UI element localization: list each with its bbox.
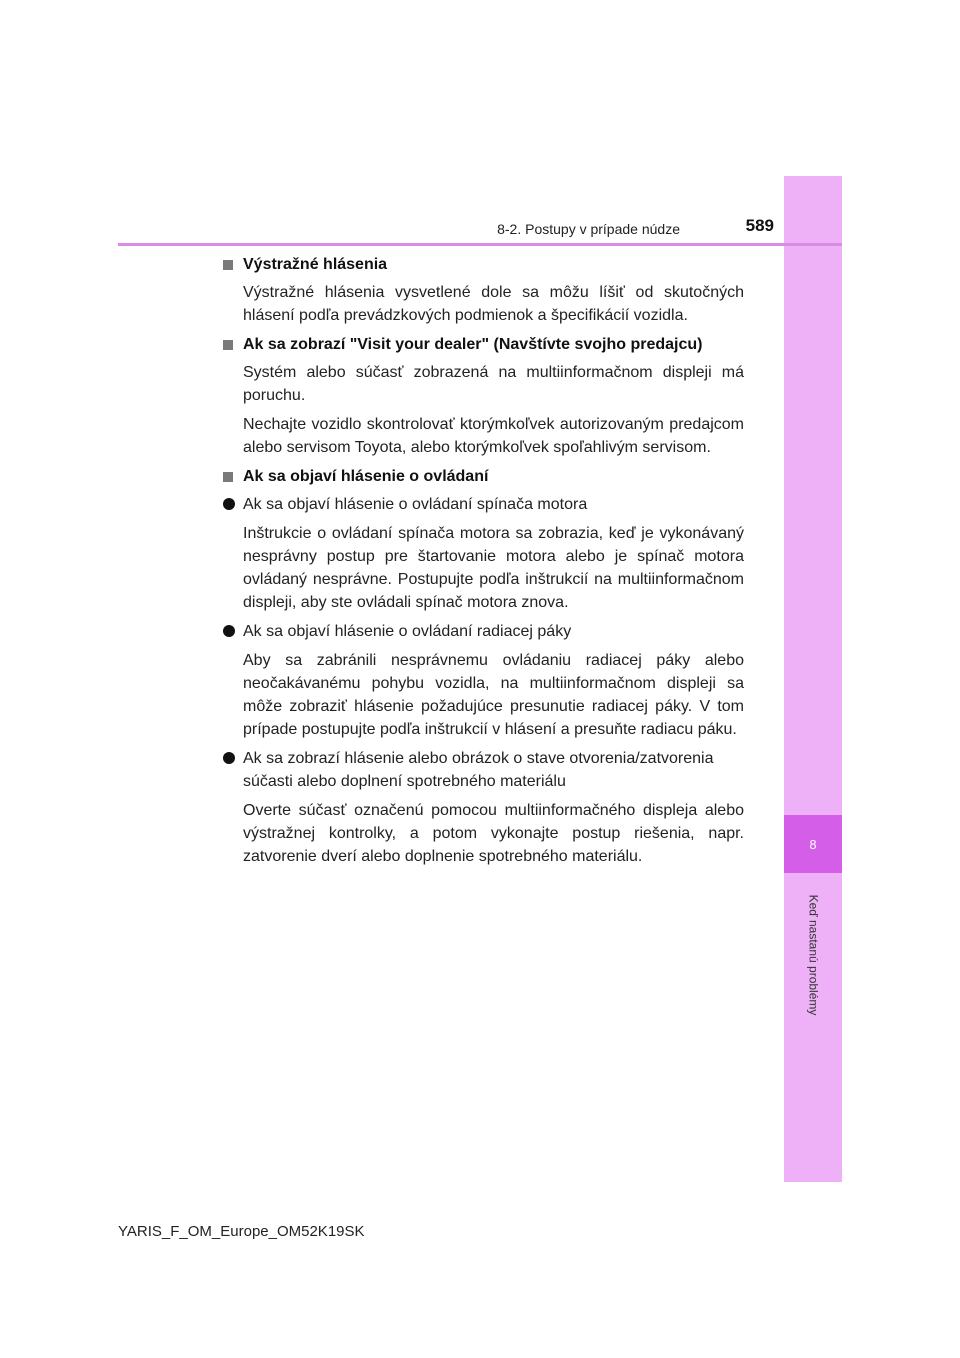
page-content [222, 253, 744, 874]
section-heading [222, 333, 744, 356]
heading-text: Ak sa zobrazí "Visit your dealer" (Navštívte svojho predajcu) [243, 336, 703, 353]
paragraph: Výstražné hlásenia vysvetlené dole sa môžu líšiť od skutočných hlásení podľa prevádzkových podmienok a špecifikácií vozidla. [243, 284, 744, 324]
chapter-side-tab [784, 176, 842, 1182]
list-item [222, 747, 744, 793]
square-bullet-icon [223, 340, 233, 350]
heading-text: Ak sa objaví hlásenie o ovládaní [243, 468, 489, 485]
round-bullet-icon [223, 752, 235, 764]
list-item-text: Ak sa objaví hlásenie o ovládaní spínača motora [243, 496, 588, 513]
round-bullet-icon [223, 625, 235, 637]
chapter-number-tab [784, 815, 842, 873]
list-item-text: Ak sa zobrazí hlásenie alebo obrázok o stave otvorenia/zatvorenia súčasti alebo doplnení spotrebného materiálu [243, 750, 714, 790]
chapter-number: 8 [809, 836, 817, 852]
paragraph: Overte súčasť označenú pomocou multiinformačného displeja alebo výstražnej kontrolky, a potom vykonajte postup riešenia, napr. zatvorenie dverí alebo doplnenie spotrebného materiálu. [243, 802, 744, 865]
section-heading [222, 465, 744, 488]
chapter-label-area [784, 880, 842, 1030]
list-item [222, 493, 744, 516]
paragraph: Systém alebo súčasť zobrazená na multiinformačnom displeji má poruchu. [243, 364, 744, 404]
heading-text: Výstražné hlásenia [243, 256, 388, 273]
header-divider [118, 243, 842, 246]
square-bullet-icon [223, 472, 233, 482]
square-bullet-icon [223, 260, 233, 270]
document-code: YARIS_F_OM_Europe_OM52K19SK [118, 1223, 365, 1240]
chapter-label: Keď nastanú problémy [806, 894, 820, 1016]
list-item [222, 620, 744, 643]
section-title: 8-2. Postupy v prípade núdze [497, 221, 680, 237]
round-bullet-icon [223, 498, 235, 510]
page-number: 589 [745, 216, 774, 235]
section-heading [222, 253, 744, 276]
paragraph: Nechajte vozidlo skontrolovať ktorýmkoľvek autorizovaným predajcom alebo servisom Toyota, alebo ktorýmkoľvek spoľahlivým servisom. [243, 416, 744, 456]
paragraph: Inštrukcie o ovládaní spínača motora sa zobrazia, keď je vykonávaný nesprávny postup pre štartovanie motora alebo je spínač motora ovládaný nesprávne. Postupujte podľa inštrukcií na multiinformačnom displeji, aby ste ovládali spínač motora znova. [243, 525, 744, 611]
list-item-text: Ak sa objaví hlásenie o ovládaní radiacej páky [243, 623, 572, 640]
paragraph: Aby sa zabránili nesprávnemu ovládaniu radiacej páky alebo neočakávanému pohybu vozidla, na multiinformačnom displeji sa môže zobraziť hlásenie požadujúce presunutie radiacej páky. V tom prípade postupujte podľa inštrukcií v hlásení a presuňte radiacu páku. [243, 652, 744, 738]
